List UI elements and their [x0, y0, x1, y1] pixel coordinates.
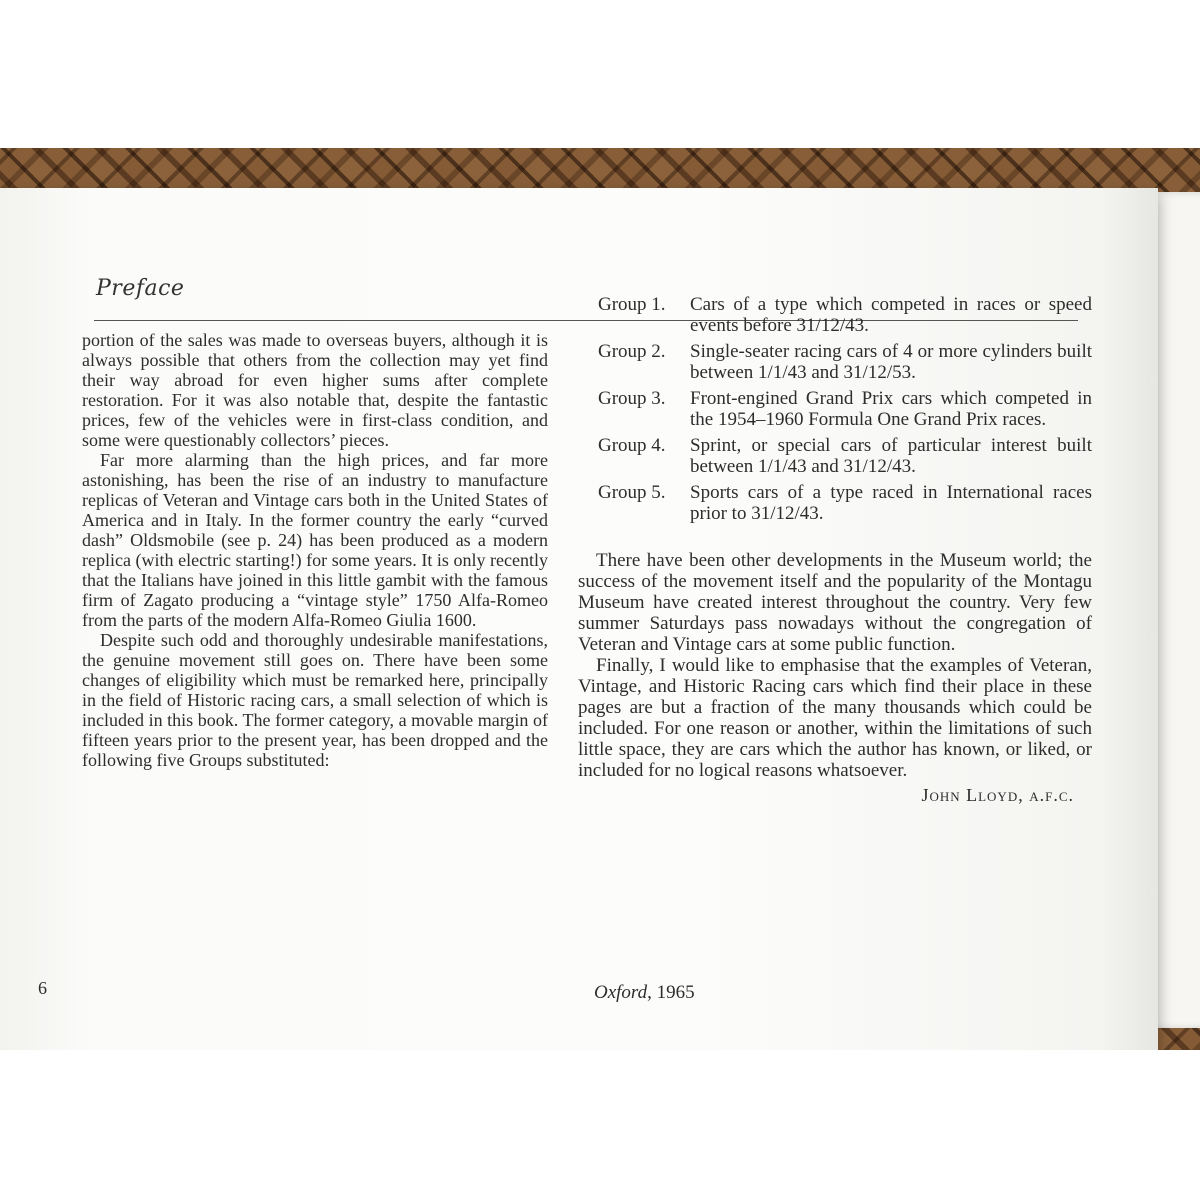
place-date	[594, 982, 695, 1004]
book-page	[0, 188, 1158, 1050]
list-item	[578, 388, 1092, 430]
group-text: Cars of a type which competed in races or speed events before 31/12/43.	[690, 294, 1092, 336]
page-number: 6	[38, 978, 47, 998]
group-text: Sprint, or special cars of particular interest built between 1/1/43 and 31/12/43.	[690, 435, 1092, 477]
left-column	[82, 330, 548, 770]
paragraph: Finally, I would like to emphasise that the examples of Veteran, Vintage, and Historic Racing cars which find their place in these pages are but a fraction of the many thousands which could be included. For one reason or another, within the limitations of such little space, they are cars which the author has known, or liked, or included for no logical reasons whatsoever.	[578, 655, 1092, 781]
page-title: Preface	[96, 276, 185, 301]
list-item	[578, 435, 1092, 477]
paragraph: There have been other developments in the Museum world; the success of the movement itself and the popularity of the Montagu Museum have created interest throughout the country. Very few summer Saturdays pass nowadays without the congregation of Veteran and Vintage cars at some public function.	[578, 550, 1092, 655]
list-item	[578, 341, 1092, 383]
place-year: , 1965	[647, 982, 695, 1003]
group-text: Sports cars of a type raced in International races prior to 31/12/43.	[690, 482, 1092, 524]
list-item	[578, 482, 1092, 524]
group-text: Single-seater racing cars of 4 or more cylinders built between 1/1/43 and 31/12/53.	[690, 341, 1092, 383]
group-label: Group 2.	[598, 341, 666, 362]
group-label: Group 3.	[598, 388, 666, 409]
paragraph: portion of the sales was made to overseas buyers, although it is always possible that others from the collection may yet find their way abroad for even higher sums after complete restoration. For it was also notable that, despite the fantastic prices, few of the vehicles were in first-class condition, and some were questionably collectors’ pieces.	[82, 330, 548, 450]
book-photo	[0, 148, 1200, 1050]
place-name: Oxford	[594, 982, 648, 1003]
group-label: Group 5.	[598, 482, 666, 503]
group-label: Group 1.	[598, 294, 666, 315]
group-text: Front-engined Grand Prix cars which competed in the 1954–1960 Formula One Grand Prix races.	[690, 388, 1092, 430]
facing-page-edge	[1152, 192, 1200, 1028]
paragraph: Far more alarming than the high prices, and far more astonishing, has been the rise of an industry to manufacture replicas of Veteran and Vintage cars both in the United States of America and in Italy. In the former country the early “curved dash” Oldsmobile (see p. 24) has been produced as a modern replica (with electric starting!) for some years. It is only recently that the Italians have joined in this little gambit with the famous firm of Zagato producing a “vintage style” 1750 Alfa-Romeo from the parts of the modern Alfa-Romeo Giulia 1600.	[82, 450, 548, 630]
paragraph: Despite such odd and thoroughly undesirable manifestations, the genuine movement still goes on. There have been some changes of eligibility which must be remarked here, principally in the field of Historic racing cars, a small selection of which is included in this book. The former category, a movable margin of fifteen years prior to the present year, has been dropped and the following five Groups substituted:	[82, 630, 548, 770]
right-column	[578, 294, 1092, 806]
group-list	[578, 294, 1092, 524]
right-body	[578, 550, 1092, 781]
list-item	[578, 294, 1092, 336]
group-label: Group 4.	[598, 435, 666, 456]
author-signature: John Lloyd, a.f.c.	[921, 785, 1074, 805]
